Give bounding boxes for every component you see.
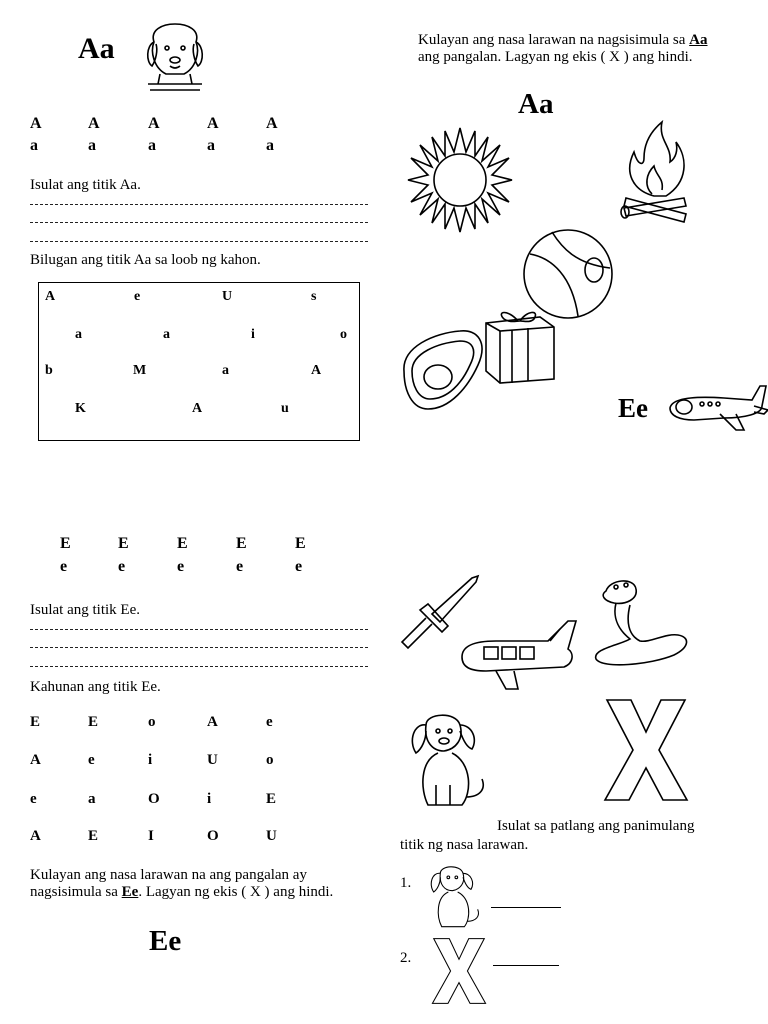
- box-letter[interactable]: i: [251, 327, 255, 342]
- letter-grid: [30, 714, 290, 854]
- heading-ee: Ee: [149, 925, 182, 957]
- item-number: 1.: [400, 875, 412, 891]
- writing-line[interactable]: [30, 629, 368, 630]
- letter-a: a: [207, 137, 215, 154]
- grid-letter[interactable]: O: [207, 828, 219, 844]
- heading-aa-right: Aa: [518, 88, 554, 120]
- letter-e: e: [60, 558, 68, 575]
- grid-letter[interactable]: E: [30, 714, 41, 730]
- snake-icon[interactable]: [590, 575, 692, 671]
- box-letter[interactable]: b: [45, 363, 53, 378]
- letter-a: a: [30, 137, 38, 154]
- sun-icon[interactable]: [405, 125, 515, 235]
- letter-e: e: [118, 558, 126, 575]
- letter-box: [38, 282, 360, 441]
- grid-letter[interactable]: o: [148, 714, 156, 730]
- writing-line[interactable]: [30, 241, 368, 242]
- letter-e: e: [236, 558, 244, 575]
- dog-icon: [140, 22, 210, 94]
- box-letter[interactable]: A: [192, 401, 203, 416]
- color-instruction-aa: Kulayan ang nasa larawan na nagsisimula sa Aa ang pangalan. Lagyan ng ekis ( X ) ang hindi.: [418, 32, 708, 65]
- gift-box-icon[interactable]: [482, 305, 560, 385]
- box-letter[interactable]: u: [281, 401, 289, 416]
- letter-A: A: [30, 115, 42, 132]
- circle-instruction: Bilugan ang titik Aa sa loob ng kahon.: [30, 252, 261, 268]
- letter-E: E: [60, 535, 71, 552]
- box-letter[interactable]: U: [222, 289, 233, 304]
- answer-blank[interactable]: [491, 907, 561, 908]
- grid-letter[interactable]: E: [88, 714, 99, 730]
- letter-A: A: [88, 115, 100, 132]
- letter-A: A: [148, 115, 160, 132]
- dog-icon: [422, 860, 484, 932]
- write-initial-instruction-1: Isulat sa patlang ang panimulang: [497, 818, 695, 834]
- grid-letter[interactable]: a: [88, 791, 96, 807]
- letter-a: a: [88, 137, 96, 154]
- letter-a: a: [266, 137, 274, 154]
- grid-letter[interactable]: A: [207, 714, 218, 730]
- box-letter[interactable]: M: [133, 363, 147, 378]
- write-instruction-ee: Isulat ang titik Ee.: [30, 602, 140, 618]
- box-letter[interactable]: A: [311, 363, 322, 378]
- grid-letter[interactable]: U: [207, 752, 218, 768]
- grid-letter[interactable]: A: [30, 828, 41, 844]
- grid-letter[interactable]: O: [148, 791, 160, 807]
- grid-letter[interactable]: o: [266, 752, 274, 768]
- write-instruction-aa: Isulat ang titik Aa.: [30, 177, 141, 193]
- box-letter[interactable]: o: [340, 327, 347, 342]
- letter-E: E: [177, 535, 188, 552]
- writing-line[interactable]: [30, 204, 368, 205]
- color-instruction-ee: Kulayan ang nasa larawan na ang pangalan ay nagsisimula sa Ee. Lagyan ng ekis ( X ) ang hindi.: [30, 867, 334, 900]
- grid-letter[interactable]: A: [30, 752, 41, 768]
- box-letter[interactable]: e: [134, 289, 141, 304]
- label-ee: Ee: [618, 393, 648, 423]
- letter-e: e: [177, 558, 185, 575]
- writing-line[interactable]: [30, 666, 368, 667]
- letter-x-icon: [430, 936, 488, 1006]
- grid-letter[interactable]: e: [30, 791, 37, 807]
- grid-letter[interactable]: e: [266, 714, 273, 730]
- grid-letter[interactable]: E: [88, 828, 99, 844]
- letter-e: e: [295, 558, 303, 575]
- box-letter[interactable]: a: [222, 363, 229, 378]
- airplane-icon[interactable]: [456, 615, 582, 693]
- writing-line[interactable]: [30, 222, 368, 223]
- box-letter[interactable]: s: [311, 289, 317, 304]
- grid-letter[interactable]: i: [207, 791, 212, 807]
- letter-E: E: [295, 535, 306, 552]
- box-letter[interactable]: a: [163, 327, 170, 342]
- box-letter[interactable]: a: [75, 327, 82, 342]
- airplane-icon[interactable]: [664, 380, 768, 432]
- letter-E: E: [236, 535, 247, 552]
- dog-icon[interactable]: [400, 705, 490, 813]
- box-letter[interactable]: K: [75, 401, 86, 416]
- grid-letter[interactable]: U: [266, 828, 277, 844]
- grid-letter[interactable]: e: [88, 752, 95, 768]
- letter-A: A: [207, 115, 219, 132]
- writing-line[interactable]: [30, 647, 368, 648]
- grid-letter[interactable]: i: [148, 752, 153, 768]
- letter-E: E: [118, 535, 129, 552]
- answer-blank[interactable]: [493, 965, 559, 966]
- box-letter[interactable]: A: [45, 289, 56, 304]
- letter-A: A: [266, 115, 278, 132]
- avocado-icon[interactable]: [398, 325, 488, 413]
- heading-aa: Aa: [78, 32, 115, 65]
- item-number: 2.: [400, 950, 412, 966]
- campfire-icon[interactable]: [614, 118, 696, 226]
- grid-letter[interactable]: E: [266, 791, 277, 807]
- box-instruction-ee: Kahunan ang titik Ee.: [30, 679, 161, 695]
- write-initial-instruction-2: titik ng nasa larawan.: [400, 837, 529, 853]
- letter-x-icon[interactable]: [603, 696, 689, 804]
- letter-a: a: [148, 137, 156, 154]
- grid-letter[interactable]: I: [148, 828, 154, 844]
